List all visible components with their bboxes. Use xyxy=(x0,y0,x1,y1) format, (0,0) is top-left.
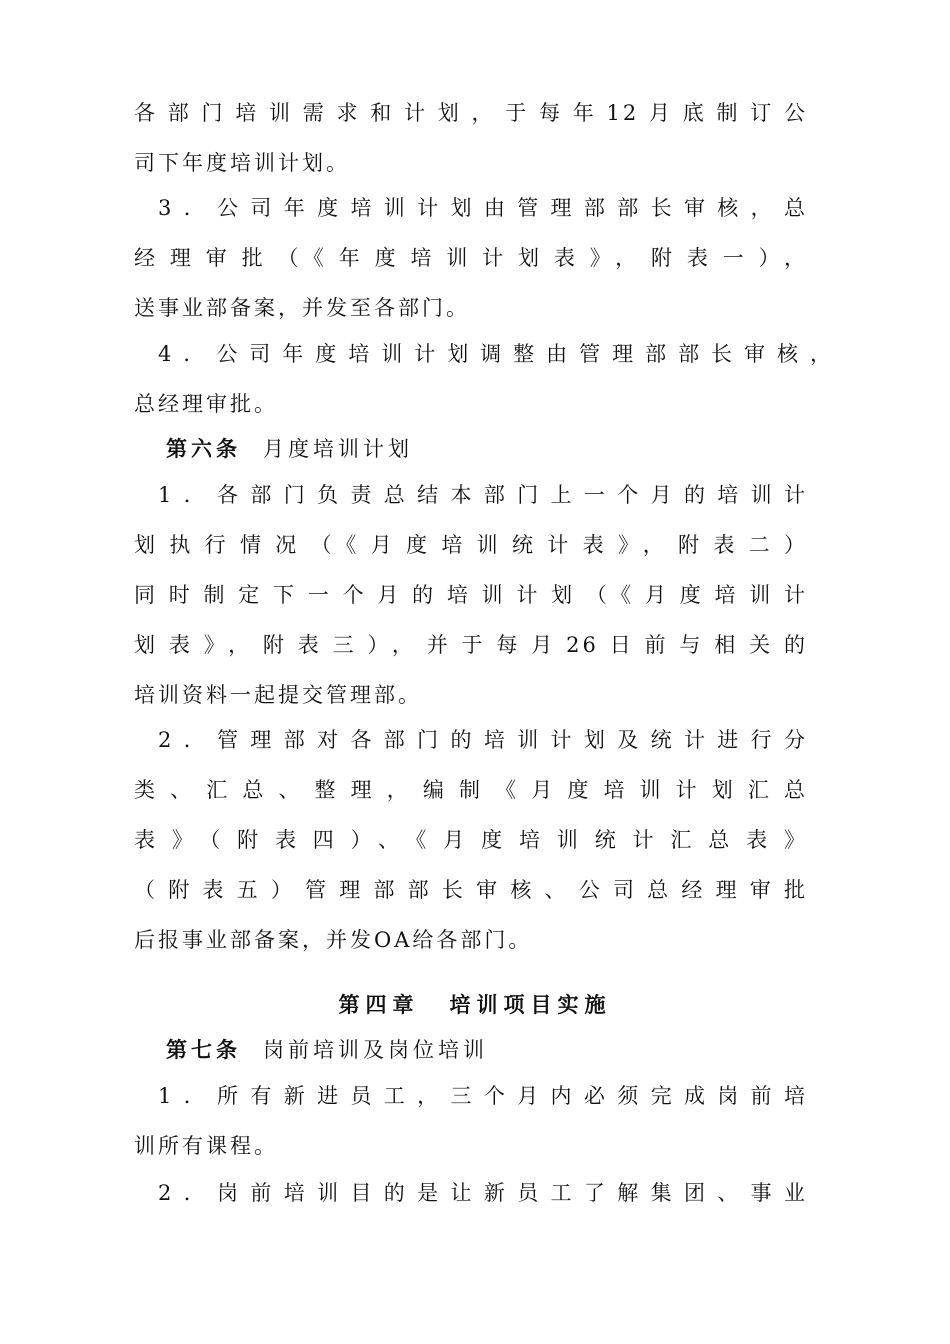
paragraph-line: 4．公司年度培训计划调整由管理部部长审核， xyxy=(158,342,834,366)
article-heading-7 xyxy=(166,1033,866,1067)
paragraph-line: 划表》，附表三），并于每月26日前与相关的 xyxy=(134,633,808,657)
chapter-label: 第四章 xyxy=(338,992,420,1017)
paragraph-line: 司下年度培训计划。 xyxy=(134,151,350,175)
paragraph-line: 经理审批（《年度培训计划表》，附表一）， xyxy=(134,246,808,270)
paragraph-line: 总经理审批。 xyxy=(134,392,278,416)
paragraph-line: 送事业部备案，并发至各部门。 xyxy=(134,296,470,320)
paragraph-line: 训所有课程。 xyxy=(134,1134,278,1158)
paragraph-line: 2．管理部对各部门的培训计划及统计进行分 xyxy=(158,728,808,752)
paragraph-line: 培训资料一起提交管理部。 xyxy=(134,683,422,707)
paragraph-line: 3．公司年度培训计划由管理部部长审核，总 xyxy=(158,196,808,220)
article-label: 第七条 xyxy=(166,1037,241,1062)
paragraph-line: 同时制定下一个月的培训计划（《月度培训计 xyxy=(134,583,808,607)
paragraph-line: 类、汇总、整理，编制《月度培训计划汇总 xyxy=(134,778,808,802)
paragraph-line: 1．各部门负责总结本部门上一个月的培训计 xyxy=(158,483,808,507)
article-label: 第六条 xyxy=(166,436,241,461)
paragraph-line: 后报事业部备案，并发OA给各部门。 xyxy=(134,928,533,952)
paragraph-line: 各部门培训需求和计划，于每年12月底制订公 xyxy=(134,101,808,125)
article-title: 月度培训计划 xyxy=(263,437,413,461)
chapter-heading xyxy=(0,987,950,1023)
paragraph-line: 1．所有新进员工，三个月内必须完成岗前培 xyxy=(158,1084,808,1108)
paragraph-line: （附表五）管理部部长审核、公司总经理审批 xyxy=(134,878,808,902)
article-title: 岗前培训及岗位培训 xyxy=(263,1038,488,1062)
article-heading-6 xyxy=(166,432,866,466)
chapter-title: 培训项目实施 xyxy=(449,992,612,1017)
paragraph-line: 2．岗前培训目的是让新员工了解集团、事业 xyxy=(158,1181,808,1205)
paragraph-line: 表》（附表四）、《月度培训统计汇总表》 xyxy=(134,828,808,852)
paragraph-line: 划执行情况（《月度培训统计表》，附表二） xyxy=(134,533,808,557)
